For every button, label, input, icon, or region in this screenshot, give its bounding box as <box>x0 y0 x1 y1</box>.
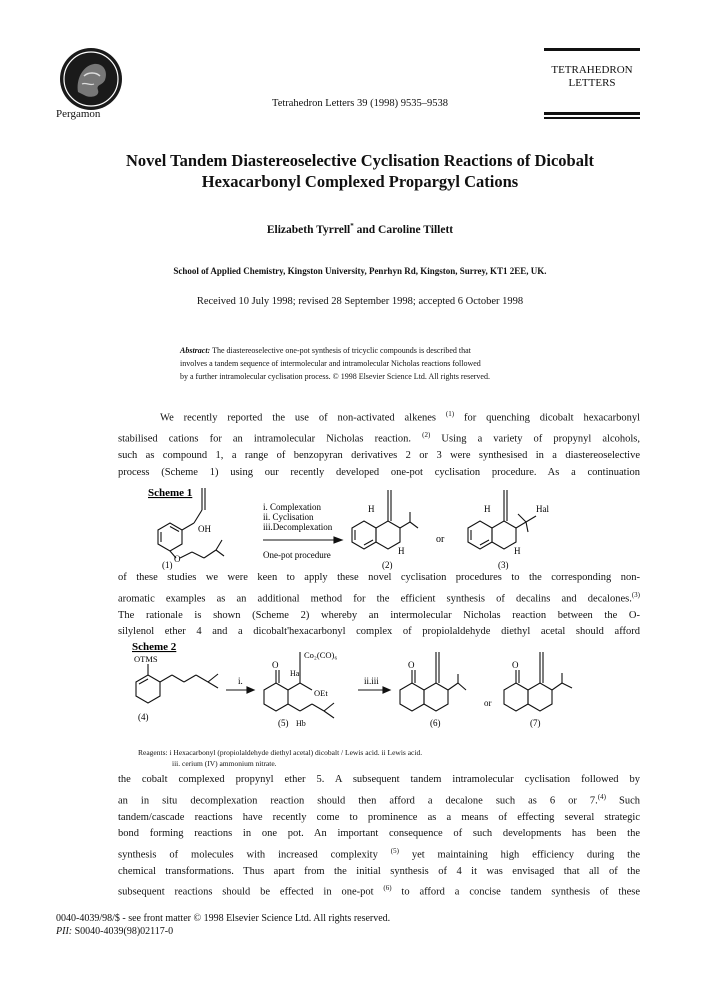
body1-line4: process (Scheme 1) using our recently developed one-pot cyclisation procedure. As a continuation <box>118 466 640 478</box>
journal-citation: Tetrahedron Letters 39 (1998) 9535–9538 <box>272 98 448 109</box>
affiliation: School of Applied Chemistry, Kingston University, Penrhyn Rd, Kingston, Surrey, KT1 2EE, UK. <box>173 266 547 276</box>
body1-line3: such as compound 1, a range of benzopyran derivatives 2 or 3 were synthesised in a diastereoselective <box>118 450 640 461</box>
reagents-line1: Reagents: i Hexacarbonyl (propiolaldehyde diethyl acetal) dicobalt / Lewis acid. ii Lewis acid. <box>138 748 423 757</box>
oxygen-label-1: O <box>174 554 181 564</box>
scheme2-reagents <box>138 747 422 769</box>
scheme2-arrow-1 <box>226 687 254 693</box>
body-paragraph-1 <box>118 406 640 481</box>
footer <box>56 912 390 938</box>
body3-line1: the cobalt complexed propynyl ether 5. A subsequent tandem intramolecular cyclisation followed by <box>118 774 640 785</box>
compound-1-label: (1) <box>162 560 173 570</box>
scheme1-step1: i. Complexation <box>263 502 321 512</box>
journal-rule-bottom2 <box>544 117 640 119</box>
ha-label: Ha <box>290 669 300 678</box>
reagents-line2: iii. cerium (IV) ammonium nitrate. <box>172 759 277 768</box>
body3-line6: chemical transformations. Thus apart from the initial synthesis of 4 it was envisaged that all of the <box>118 865 640 877</box>
scheme2-arrow-2 <box>358 687 390 693</box>
body2-line1: of these studies we were keen to apply these novel cyclisation procedures to the corresponding non- <box>118 572 640 583</box>
compound-4-label: (4) <box>138 712 149 722</box>
ref-5: (5) <box>390 846 399 855</box>
h-label-3a: H <box>484 504 491 514</box>
body1-line2-b: Using a variety of propynyl alcohols, <box>430 433 640 445</box>
body2-line3: The rationale is shown (Scheme 2) whereby an intermolecular Nicholas reaction between the O- <box>118 609 640 621</box>
compound-3-label: (3) <box>498 560 509 570</box>
ref-1: (1) <box>445 410 455 418</box>
scheme1-arrow <box>263 537 342 543</box>
title-line1: Novel Tandem Diastereoselective Cyclisation Reactions of Dicobalt <box>125 151 595 170</box>
journal-name-line2: LETTERS <box>568 77 616 89</box>
received-dates: Received 10 July 1998; revised 28 September 1998; accepted 6 October 1998 <box>196 296 524 307</box>
scheme2-label: Scheme 2 <box>132 641 177 653</box>
body3-line7-a: subsequent reactions should be effected in one-pot <box>118 886 384 898</box>
body1-line2 <box>118 427 640 448</box>
scheme-1 <box>118 478 640 570</box>
body3-line2-b: Such <box>605 795 640 806</box>
pii-value: S0040-4039(98)02117-0 <box>72 926 174 937</box>
h-label-2a: H <box>368 504 375 514</box>
corresponding-mark: * <box>350 222 354 230</box>
journal-rule-bottom <box>544 112 640 115</box>
body3-line2-a: an in situ decomplexation reaction should then afford a decalone such as 6 or 7. <box>118 795 598 806</box>
cobalt-complex-label: Co₂(CO)₆ <box>304 650 338 660</box>
compound-4-structure <box>136 664 218 703</box>
ketone-o-label-5: O <box>272 660 279 670</box>
title-line2: Hexacarbonyl Complexed Propargyl Cations <box>201 172 519 191</box>
h-label-3b: H <box>514 546 521 556</box>
scheme1-step2: ii. Cyclisation <box>263 512 314 522</box>
step-i-label: i. <box>238 676 243 686</box>
body1-line1-a: We recently reported the use of non-activated alkenes <box>160 412 446 424</box>
step-ii-iii-label: ii.iii <box>364 676 379 686</box>
abstract-line1 <box>180 344 560 357</box>
scheme1-step3: iii.Decomplexation <box>263 522 333 532</box>
body3-line2 <box>118 789 640 810</box>
scheme2-or: or <box>484 698 492 708</box>
ref-6: (6) <box>383 884 392 892</box>
pii-label: PII: <box>56 926 73 937</box>
body3-line5-b: yet maintaining high efficiency during the <box>398 849 640 860</box>
hb-label: Hb <box>296 719 306 728</box>
abstract-line2: involves a tandem sequence of intermolecular and intramolecular Nicholas reactions followed <box>180 359 481 368</box>
scheme-2 <box>118 638 640 746</box>
body3-line7 <box>118 880 640 901</box>
publisher-name: Pergamon <box>56 108 101 120</box>
ref-2: (2) <box>422 431 431 439</box>
body2-line4: silylenol ether 4 and a dicobalt'hexacarbonyl complex of propiolaldehyde diethyl acetal should afford <box>118 626 640 637</box>
abstract-label: Abstract: <box>180 346 211 355</box>
abstract <box>180 344 560 383</box>
ref-3: (3) <box>631 590 640 599</box>
author-1: Elizabeth Tyrrell <box>266 223 351 236</box>
abstract-line3: by a further intramolecular cyclisation process. © 1998 Elsevier Science Ltd. All rights reserved. <box>180 372 490 381</box>
author-separator: and <box>353 223 379 236</box>
hal-label: Hal <box>536 504 549 514</box>
compound-2-label: (2) <box>382 560 393 570</box>
hydroxyl-label: OH <box>198 524 211 534</box>
body3-line4: bond forming reactions in one pot. An important consequence of such developments has been the <box>118 828 640 839</box>
body-paragraph-2 <box>118 570 640 641</box>
body2-line2-a: aromatic examples as an additional method for the efficient synthesis of decalins and decalones. <box>118 593 632 604</box>
body3-line5-a: synthesis of molecules with increased complexity <box>118 849 391 860</box>
scheme1-arrow-label: One-pot procedure <box>263 550 331 560</box>
footer-copyright: 0040-4039/98/$ - see front matter © 1998 Elsevier Science Ltd. All rights reserved. <box>56 913 391 924</box>
body1-line2-a: stabilised cations for an intramolecular Nicholas reaction. <box>118 433 423 445</box>
compound-6-label: (6) <box>430 718 441 728</box>
h-label-2b: H <box>398 546 405 556</box>
body3-line7-b: to afford a concise tandem synthesis of these <box>391 886 640 898</box>
ketone-o-label-6: O <box>408 660 415 670</box>
scheme1-or: or <box>436 534 445 545</box>
ketone-o-label-7: O <box>512 660 519 670</box>
author-2: Caroline Tillett <box>378 223 454 236</box>
compound-2-structure <box>352 490 418 549</box>
compound-5-label: (5) <box>278 718 289 728</box>
abstract-text1: The diastereoselective one-pot synthesis of tricyclic compounds is described that <box>210 346 471 355</box>
authors <box>0 222 720 236</box>
journal-name <box>544 64 640 90</box>
article-title <box>60 150 660 192</box>
body3-line5 <box>118 843 640 864</box>
ref-4: (4) <box>597 792 606 801</box>
journal-name-line1: TETRAHEDRON <box>551 64 633 76</box>
body1-line1-b: for quenching dicobalt hexacarbonyl <box>454 412 640 424</box>
footer-pii <box>56 925 390 938</box>
oet-label: OEt <box>314 688 328 698</box>
compound-7-label: (7) <box>530 718 541 728</box>
journal-rule-top <box>544 48 640 51</box>
body2-line2 <box>118 587 640 608</box>
compound-3-structure <box>468 490 536 549</box>
body-paragraph-3 <box>118 772 640 901</box>
otms-label: OTMS <box>134 654 158 664</box>
scheme1-label: Scheme 1 <box>148 487 193 499</box>
body1-line1 <box>118 406 640 427</box>
body3-line3: tandem/cascade reactions have recently come to prominence as a means of effecting several strategic <box>118 811 640 823</box>
